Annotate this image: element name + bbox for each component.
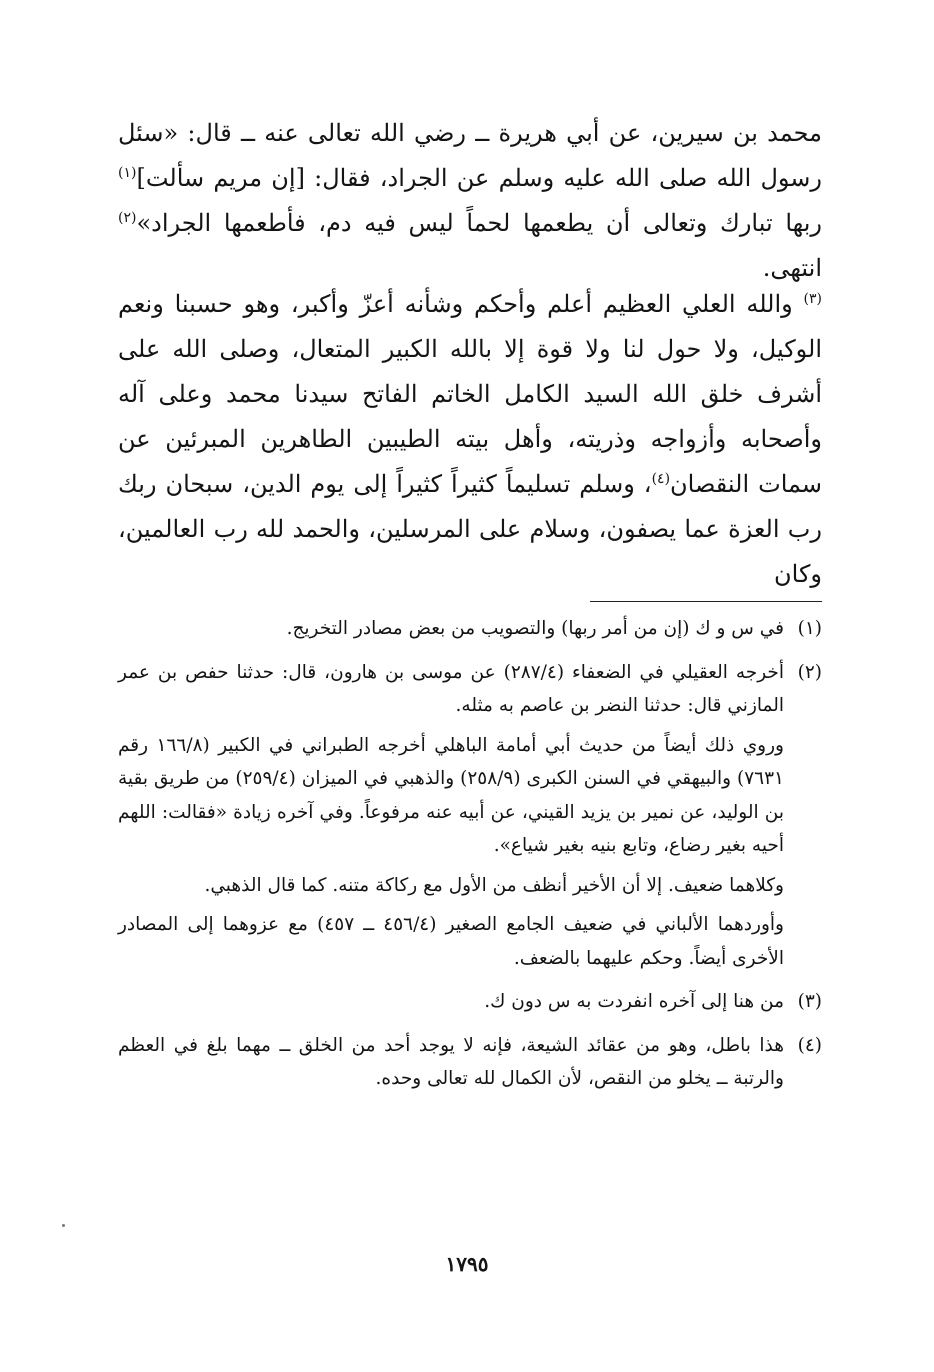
page-number: ١٧٩٥ <box>445 1252 489 1276</box>
footnote-3 <box>118 985 822 1025</box>
footnote-body <box>118 1029 784 1102</box>
footnote-1 <box>118 612 822 652</box>
footnote-2 <box>118 656 822 982</box>
footnote-4 <box>118 1029 822 1102</box>
main-paragraph-1 <box>118 111 822 291</box>
footnote-text: من هنا إلى آخره انفردت به س دون ك. <box>484 991 784 1012</box>
para2-text-b: ، وسلم تسليماً كثيراً كثيراً إلى يوم الدين، سبحان ربك رب العزة عما يصفون، وسلام على المرسلين، والحمد لله رب العالمين، وكان <box>118 470 822 588</box>
footnote-text: أخرجه العقيلي في الضعفاء (٢٨٧/٤) عن موسى بن هارون، قال: حدثنا حفص بن عمر المازني قال: حدثنا النضر بن عاصم به مثله. <box>118 661 784 716</box>
footnote-number: (٣) <box>797 991 822 1012</box>
footnote-text: وأوردهما الألباني في ضعيف الجامع الصغير (٤٥٦/٤ ــ ٤٥٧) مع عزوهما إلى المصادر الأخرى أيضاً. وحكم عليهما بالضعف. <box>118 914 784 969</box>
scan-speck <box>62 1224 65 1227</box>
para1-text-b: ربها تبارك وتعالى أن يطعمها لحماً ليس فيه دم، فأطعمها الجراد» <box>136 209 822 237</box>
footnotes-section <box>118 612 822 1106</box>
footnote-text: هذا باطل، وهو من عقائد الشيعة، فإنه لا يوجد أحد من الخلق ــ مهما بلغ في العظم والرتبة ــ يخلو من النقص، لأن الكمال لله تعالى وحده. <box>118 1034 784 1089</box>
footnote-ref-1[interactable]: (١) <box>118 165 137 181</box>
footnote-number: (٢) <box>797 661 822 683</box>
footnote-number: (١) <box>797 618 822 639</box>
footnote-body <box>118 612 784 652</box>
footnote-number: (٤) <box>797 1034 822 1056</box>
para2-text: والله العلي العظيم أعلم وأحكم وشأنه أعزّ وأكبر، وهو حسبنا ونعم الوكيل، ولا حول لنا ولا قوة إلا بالله الكبير المتعال، وصلى الله على أشرف خلق الله السيد الكامل الخاتم الفاتح سيدنا محمد وعلى آله وأصحابه وأزواجه وذريته، وأهل بيته الطيبين الطاهرين المبرئين عن سمات النقصان <box>118 290 822 498</box>
para1-text-c: انتهى. <box>762 254 822 282</box>
footnote-ref-4[interactable]: (٤) <box>651 471 671 487</box>
footnote-text: وكلاهما ضعيف. إلا أن الأخير أنظف من الأول مع ركاكة متنه. كما قال الذهبي. <box>204 874 784 896</box>
main-paragraph-2 <box>118 282 822 597</box>
footnote-ref-3[interactable]: (٣) <box>803 291 822 307</box>
footnote-body <box>118 985 784 1025</box>
footnote-separator <box>590 601 822 602</box>
footnote-ref-2[interactable]: (٢) <box>118 210 137 226</box>
footnote-text: في س و ك (إن من أمر ربها) والتصويب من بعض مصادر التخريج. <box>286 618 784 639</box>
footnote-body <box>118 656 784 982</box>
para1-text: محمد بن سيرين، عن أبي هريرة ــ رضي الله تعالى عنه ــ قال: «سئل رسول الله صلى الله عليه وسلم عن الجراد، فقال: [إن مريم سألت] <box>118 119 822 192</box>
footnote-text: وروي ذلك أيضاً من حديث أبي أمامة الباهلي أخرجه الطبراني في الكبير (١٦٦/٨ رقم ٧٦٣١) والبيهقي في السنن الكبرى (٢٥٨/٩) والذهبي في الميزان (٢٥٩/٤) من طريق بقية بن الوليد، عن نمير بن يزيد القيني، عن أبيه عنه مرفوعاً. وفي آخره زيادة «فقالت: اللهم أحيه بغير رضاع، وتابع بنيه بغير شياع». <box>118 734 784 856</box>
